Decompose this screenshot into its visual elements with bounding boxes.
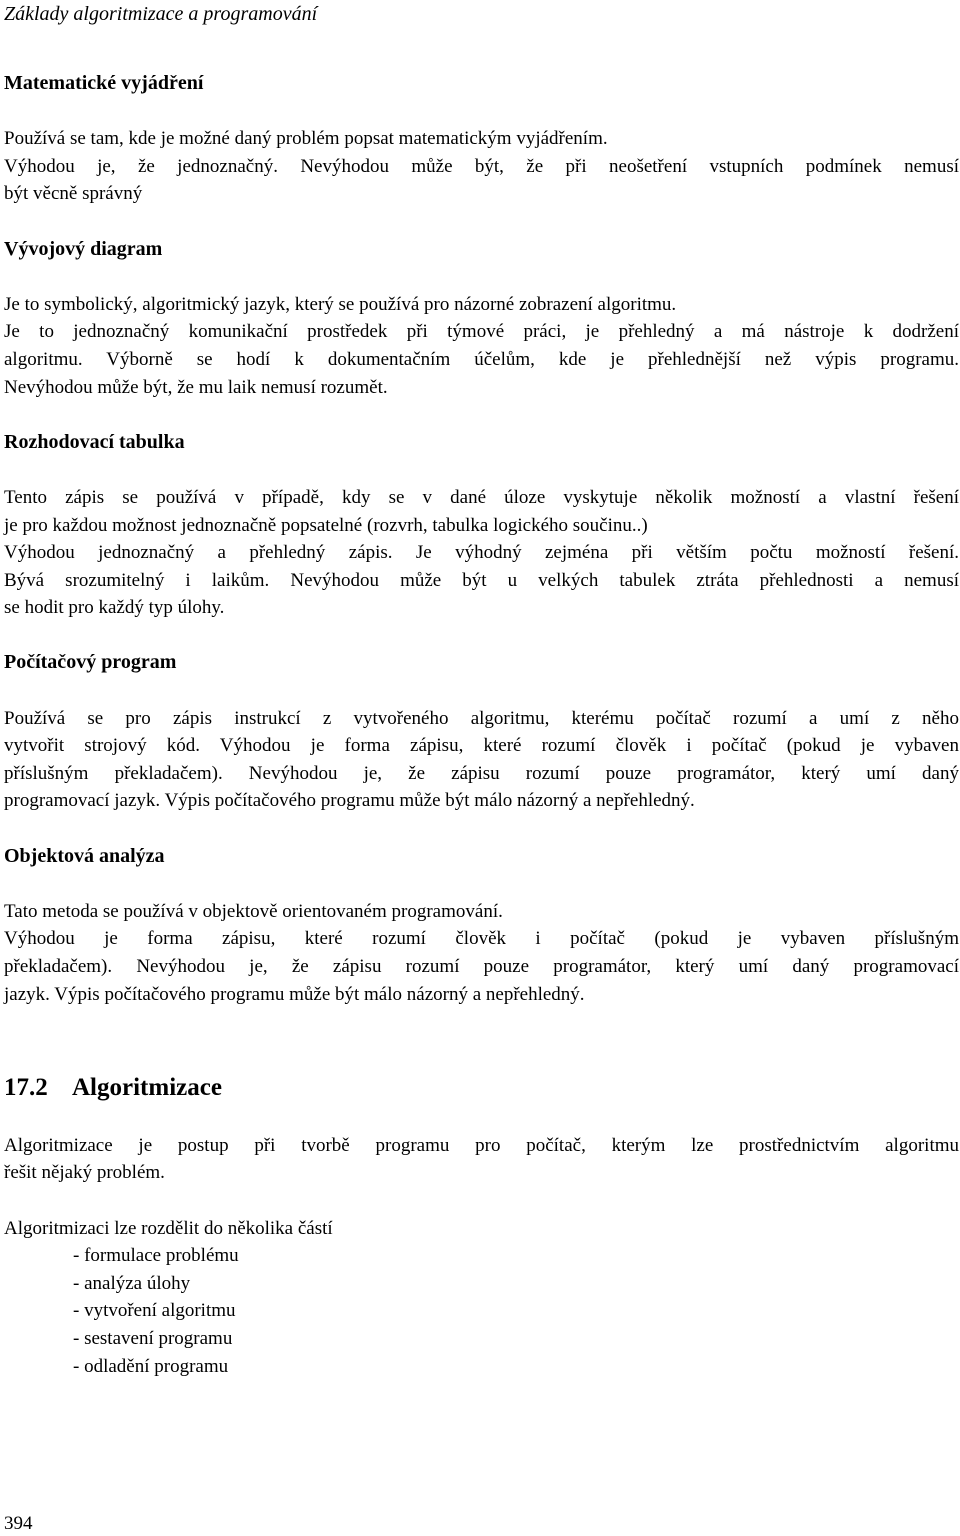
section-object-analysis [4,843,959,1009]
section-paragraph [4,705,959,815]
running-header: Základy algoritmizace a programování [4,3,318,25]
section-paragraph [4,898,959,1008]
section-flowchart [4,236,959,402]
text-line: Tato metoda se používá v objektově orientovaném programování. [4,900,503,922]
list-intro: Algoritmizaci lze rozdělit do několika částí [4,1217,333,1239]
text-line: Výhodou je, že jednoznačný. Nevýhodou může být, že při neošetření vstupních podmínek nemusí [4,155,959,177]
text-line: Bývá srozumitelný i laikům. Nevýhodou může být u velkých tabulek ztráta přehlednosti a nemusí [4,569,959,591]
text-line: Je to jednoznačný komunikační prostředek při týmové práci, je přehledný a má nástroje k dodržení [4,321,959,343]
section-heading: Matematické vyjádření [4,72,204,94]
list-item: - odladění programu [73,1355,229,1377]
chapter-heading [4,1072,959,1104]
section-heading: Počítačový program [4,651,177,674]
chapter-list-block [4,1215,959,1381]
chapter-intro-paragraph [4,1132,959,1187]
section-mathematical-expression [4,70,959,208]
text-line: být věcně správný [4,183,143,205]
text-line: Používá se tam, kde je možné daný problém popsat matematickým vyjádřením. [4,128,608,150]
text-line: je pro každou možnost jednoznačně popsatelné (rozvrh, tabulka logického součinu..) [4,514,648,536]
text-line: jazyk. Výpis počítačového programu může být málo názorný a nepřehledný. [4,983,585,1005]
text-line: Je to symbolický, algoritmický jazyk, který se používá pro názorné zobrazení algoritmu. [4,293,677,315]
text-line: programovací jazyk. Výpis počítačového programu může být málo názorný a nepřehledný. [4,790,695,812]
text-line: příslušným překladačem). Nevýhodou je, že zápisu rozumí pouze programátor, který umí daný [4,762,959,784]
text-line: řešit nějaký problém. [4,1162,165,1184]
text-line: překladačem). Nevýhodou je, že zápisu rozumí pouze programátor, který umí daný programovací [4,956,959,977]
text-line: Používá se pro zápis instrukcí z vytvořeného algoritmu, kterému počítač rozumí a umí z něho [4,707,959,729]
section-heading: Vývojový diagram [4,237,163,260]
text-line: Algoritmizace je postup při tvorbě programu pro počítač, kterým lze prostřednictvím algoritmu [4,1134,959,1156]
section-decision-table [4,429,959,622]
section-heading: Rozhodovací tabulka [4,430,185,453]
list-item: - vytvoření algoritmu [73,1300,236,1322]
text-line: Nevýhodou může být, že mu laik nemusí rozumět. [4,376,388,398]
section-paragraph [4,484,959,622]
page-number: 394 [4,1513,33,1534]
text-line: Výhodou je forma zápisu, které rozumí člověk i počítač (pokud je vybaven příslušným [4,928,959,950]
steps-list [4,1242,959,1380]
list-item: - analýza úlohy [73,1272,191,1294]
chapter-number: 17.2 [4,1074,48,1102]
section-heading: Objektová analýza [4,844,165,867]
section-paragraph [4,291,959,401]
text-line: algoritmu. Výborně se hodí k dokumentačním účelům, kde je přehlednější než výpis programu. [4,348,959,370]
text-line: Výhodou jednoznačný a přehledný zápis. Je výhodný zejména při větším počtu možností řešení. [4,542,959,564]
section-paragraph [4,125,959,208]
list-item: - formulace problému [73,1245,239,1267]
chapter-intro [4,1132,959,1187]
list-item: - sestavení programu [73,1327,233,1349]
section-computer-program [4,649,959,815]
text-line: vytvořit strojový kód. Výhodou je forma zápisu, které rozumí člověk i počítač (pokud je vybaven [4,735,959,757]
text-line: se hodit pro každý typ úlohy. [4,597,225,619]
chapter-title: Algoritmizace [72,1074,222,1102]
text-line: Tento zápis se používá v případě, kdy se v dané úloze vyskytuje několik možností a vlastní řešení [4,486,959,508]
page-content [4,70,959,1380]
